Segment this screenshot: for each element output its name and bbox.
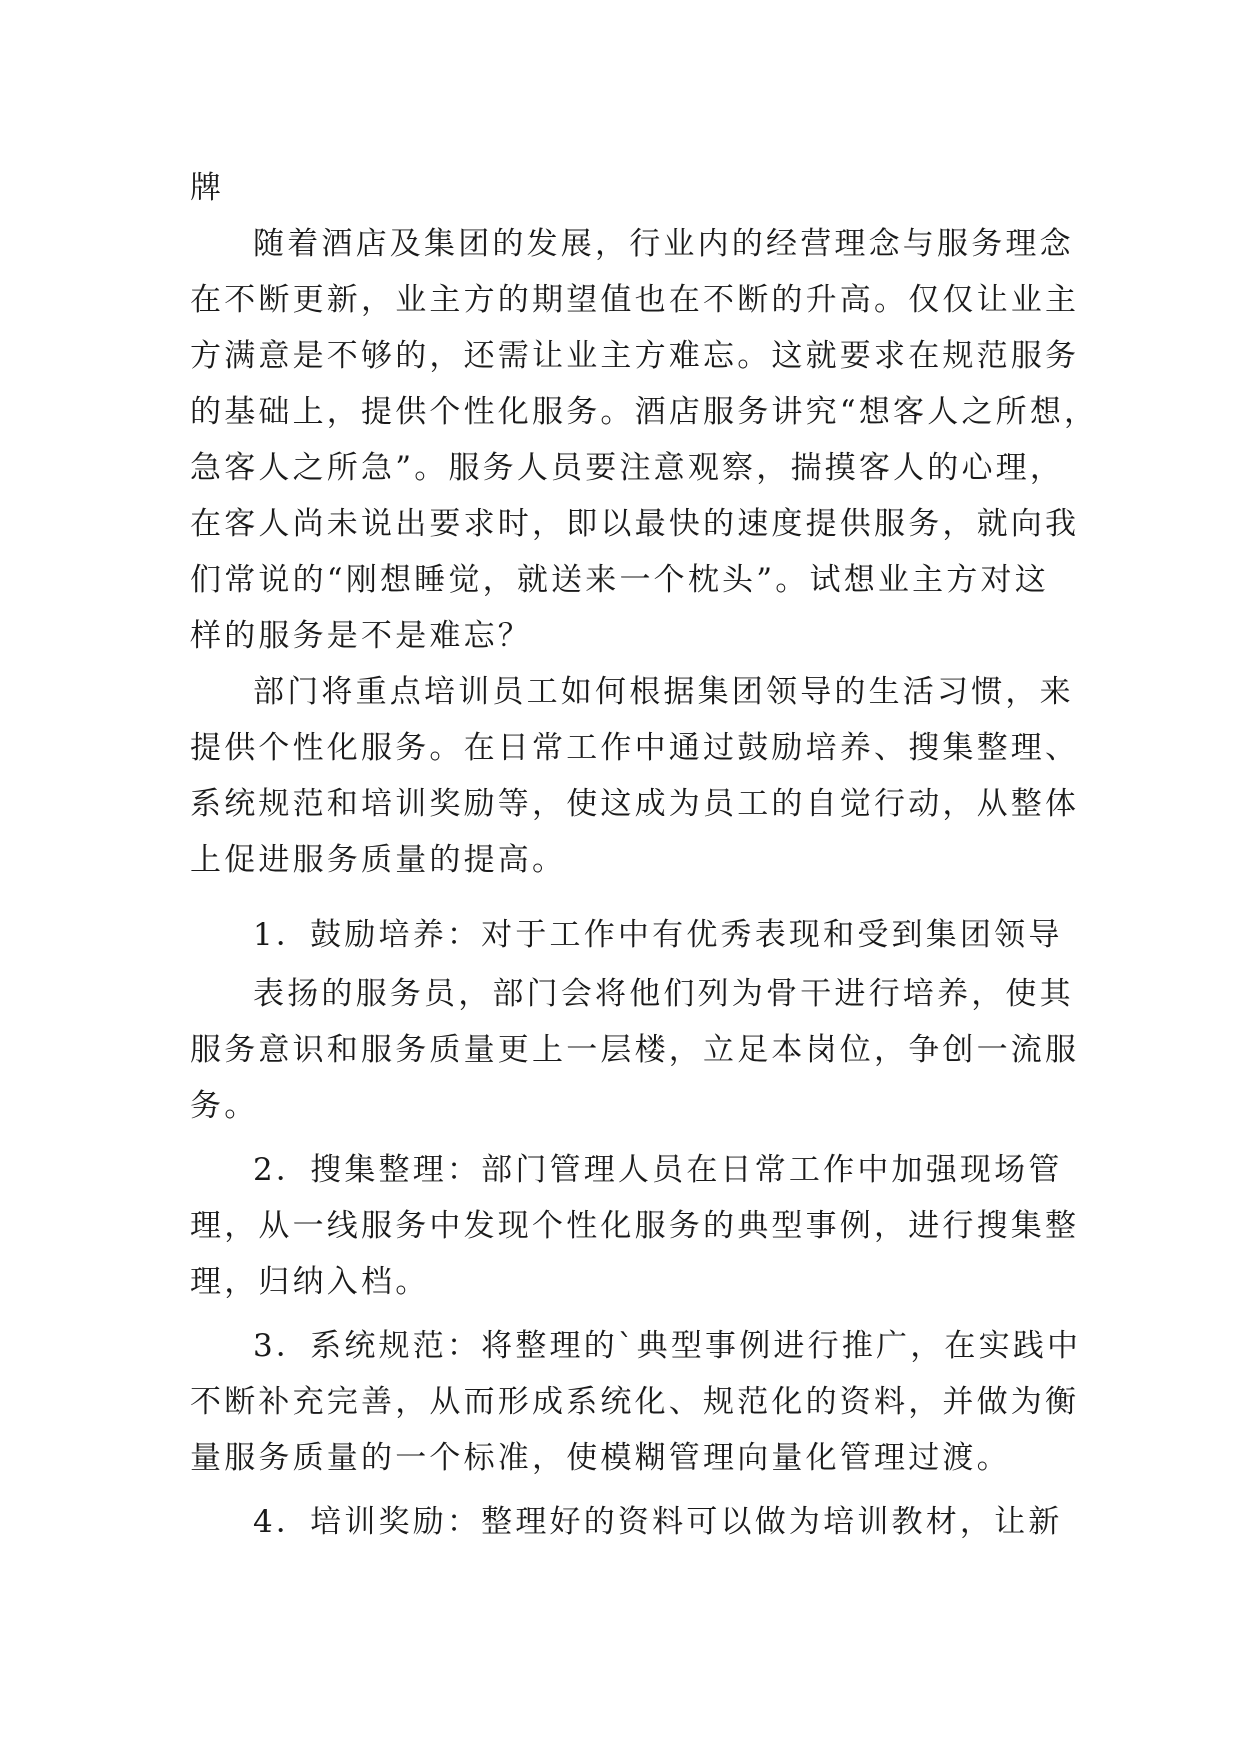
list-item-1-heading: 1．鼓励培养：对于工作中有优秀表现和受到集团领导 xyxy=(253,917,1063,953)
text-line: 提供个性化服务。在日常工作中通过鼓励培养、搜集整理、 xyxy=(190,730,1080,766)
text-line: 方满意是不够的，还需让业主方难忘。这就要求在规范服务 xyxy=(190,338,1080,374)
text-line: 的基础上，提供个性化服务。酒店服务讲究“想客人之所想， xyxy=(190,394,1099,430)
text-line: 上促进服务质量的提高。 xyxy=(190,842,567,878)
paragraph-first-line: 随着酒店及集团的发展，行业内的经营理念与服务理念 xyxy=(253,226,1074,262)
list-item-3-heading: 3．系统规范：将整理的`典型事例进行推广，在实践中 xyxy=(253,1328,1082,1364)
text-line: 们常说的“刚想睡觉，就送来一个枕头”。试想业主方对这 xyxy=(190,562,1049,598)
text-line: 服务意识和服务质量更上一层楼，立足本岗位，争创一流服 xyxy=(190,1032,1080,1068)
list-item-4-heading: 4．培训奖励：整理好的资料可以做为培训教材，让新 xyxy=(253,1504,1063,1540)
paragraph-first-line: 部门将重点培训员工如何根据集团领导的生活习惯，来 xyxy=(253,674,1074,710)
text-line: 务。 xyxy=(190,1088,259,1124)
text-line: 在不断更新，业主方的期望值也在不断的升高。仅仅让业主 xyxy=(190,282,1080,318)
text-line: 样的服务是不是难忘？ xyxy=(190,618,532,654)
text-line: 牌 xyxy=(190,170,225,206)
text-line: 系统规范和培训奖励等，使这成为员工的自觉行动，从整体 xyxy=(190,786,1080,822)
text-line: 理，从一线服务中发现个性化服务的典型事例，进行搜集整 xyxy=(190,1208,1080,1244)
text-line: 急客人之所急”。服务人员要注意观察，揣摸客人的心理， xyxy=(190,450,1065,486)
text-line: 理，归纳入档。 xyxy=(190,1264,430,1300)
text-line: 不断补充完善，从而形成系统化、规范化的资料，并做为衡 xyxy=(190,1384,1080,1420)
text-line: 量服务质量的一个标准，使模糊管理向量化管理过渡。 xyxy=(190,1440,1011,1476)
list-item-2-heading: 2．搜集整理：部门管理人员在日常工作中加强现场管 xyxy=(253,1152,1063,1188)
text-line: 表扬的服务员，部门会将他们列为骨干进行培养，使其 xyxy=(253,976,1074,1012)
text-line: 在客人尚未说出要求时，即以最快的速度提供服务，就向我 xyxy=(190,506,1080,542)
